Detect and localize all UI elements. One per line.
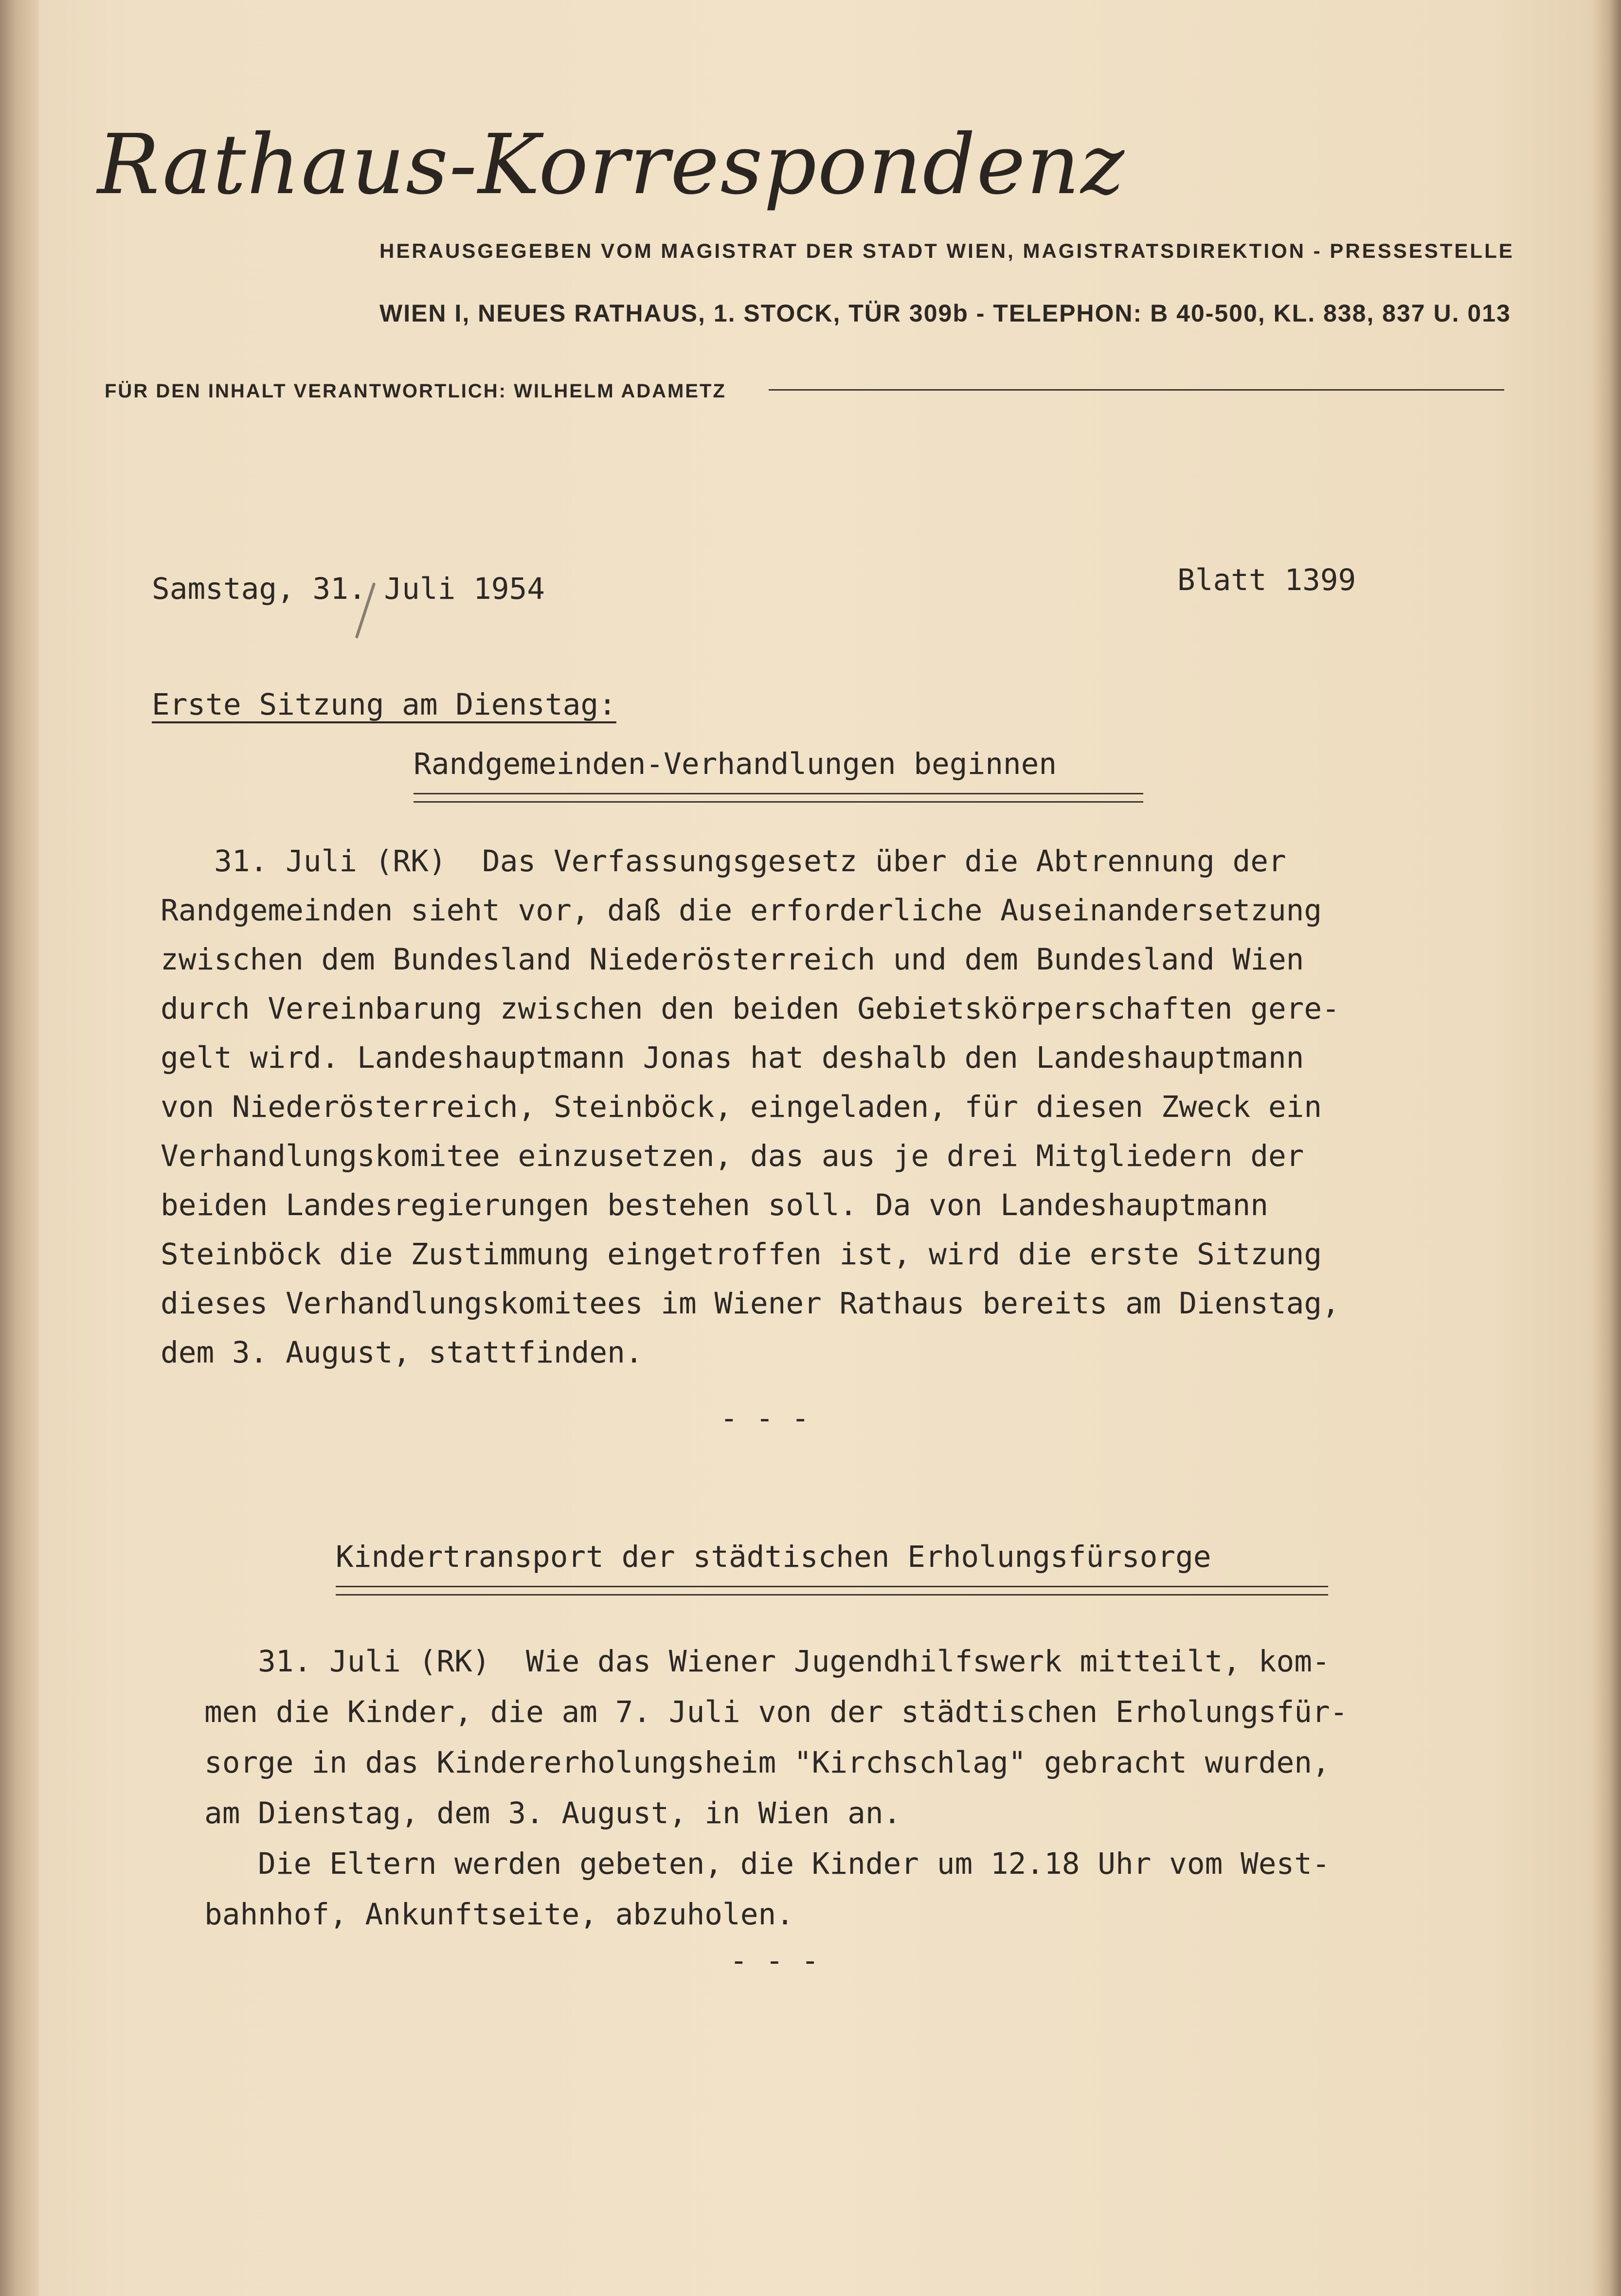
- body-line: men die Kinder, die am 7. Juli von der städtischen Erholungsfür-: [204, 1695, 1348, 1729]
- body-line: dieses Verhandlungskomitees im Wiener Rathaus bereits am Dienstag,: [161, 1286, 1340, 1321]
- masthead-title: Rathaus-Korrespondenz: [97, 117, 1125, 213]
- article1-kicker: Erste Sitzung am Dienstag:: [152, 687, 616, 722]
- body-line: Randgemeinden sieht vor, daß die erforderliche Auseinandersetzung: [161, 893, 1322, 928]
- body-line: durch Vereinbarung zwischen den beiden Gebietskörperschaften gere-: [161, 991, 1340, 1026]
- binding-shadow: [0, 0, 39, 2296]
- body-line: Die Eltern werden gebeten, die Kinder um 12.18 Uhr vom West-: [204, 1847, 1330, 1881]
- article2-double-rule: [336, 1586, 1328, 1596]
- article2-headline: Kindertransport der städtischen Erholungsfürsorge: [336, 1540, 1211, 1574]
- article1-headline: Randgemeinden-Verhandlungen beginnen: [414, 747, 1057, 781]
- body-line: Steinböck die Zustimmung eingetroffen ist, wird die erste Sitzung: [161, 1237, 1322, 1272]
- body-line: von Niederösterreich, Steinböck, eingeladen, für diesen Zweck ein: [161, 1090, 1322, 1124]
- masthead-publisher: HERAUSGEGEBEN VOM MAGISTRAT DER STADT WIEN, MAGISTRATSDIREKTION - PRESSESTELLE: [379, 239, 1514, 262]
- body-line: 31. Juli (RK) Wie das Wiener Jugendhilfswerk mitteilt, kom-: [204, 1644, 1330, 1679]
- article1-double-rule: [414, 793, 1143, 803]
- page-edge: [1592, 0, 1621, 2296]
- sheet-number: Blatt 1399: [1177, 563, 1356, 597]
- body-line: Verhandlungskomitee einzusetzen, das aus je drei Mitgliedern der: [161, 1139, 1304, 1173]
- body-line: zwischen dem Bundesland Niederösterreich und dem Bundesland Wien: [161, 942, 1304, 977]
- dateline-date: Samstag, 31. Juli 1954: [152, 572, 545, 606]
- body-line: dem 3. August, stattfinden.: [161, 1335, 643, 1370]
- body-line: beiden Landesregierungen bestehen soll. Da von Landeshauptmann: [161, 1188, 1268, 1222]
- body-line: am Dienstag, dem 3. August, in Wien an.: [204, 1796, 901, 1830]
- masthead-responsible: FÜR DEN INHALT VERANTWORTLICH: WILHELM ADAMETZ: [105, 380, 726, 402]
- body-line: 31. Juli (RK) Das Verfassungsgesetz über die Abtrennung der: [161, 844, 1286, 879]
- body-line: bahnhof, Ankunftseite, abzuholen.: [204, 1897, 794, 1932]
- masthead-rule: [769, 389, 1504, 391]
- body-line: gelt wird. Landeshauptmann Jonas hat deshalb den Landeshauptmann: [161, 1040, 1304, 1075]
- masthead-address: WIEN I, NEUES RATHAUS, 1. STOCK, TÜR 309b - TELEPHON: B 40-500, KL. 838, 837 U. 013: [379, 300, 1511, 327]
- article2-separator: - - -: [730, 1943, 819, 1978]
- article1-separator: - - -: [720, 1401, 810, 1435]
- body-line: sorge in das Kindererholungsheim "Kirchschlag" gebracht wurden,: [204, 1745, 1330, 1780]
